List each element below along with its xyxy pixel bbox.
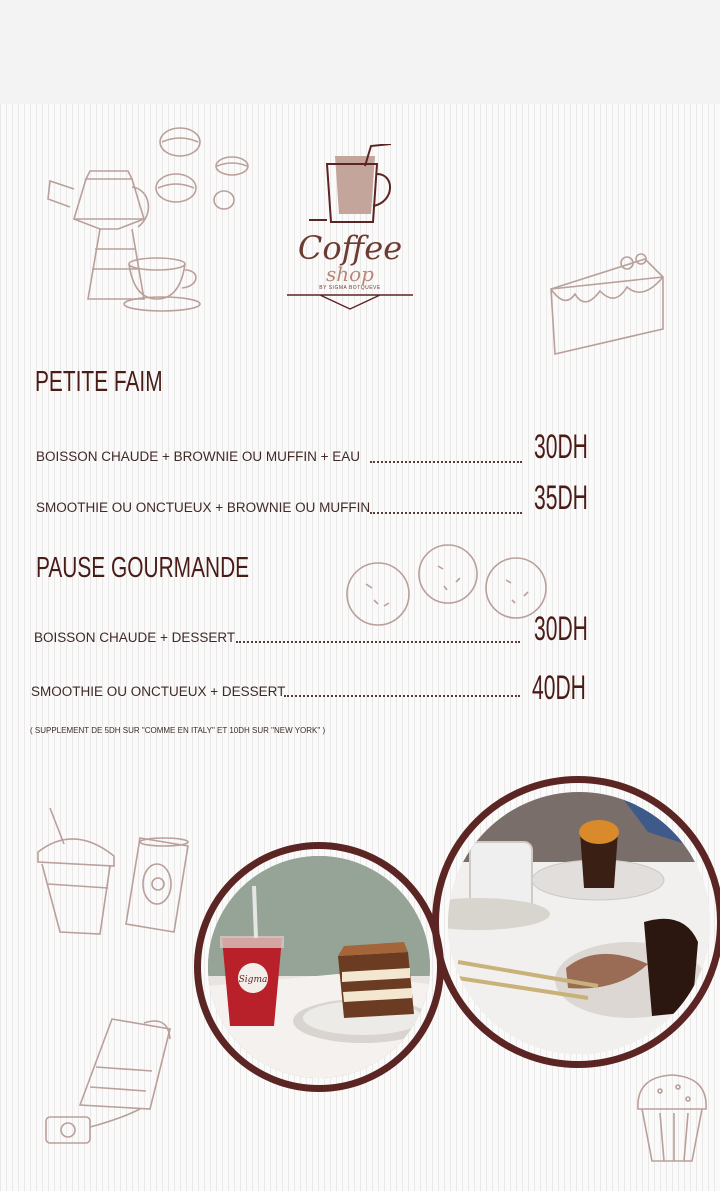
cookies-sketch-icon bbox=[344, 544, 554, 626]
dotted-leader bbox=[370, 461, 522, 463]
menu-item-price: 35DH bbox=[534, 479, 588, 517]
logo-tagline: BY SIGMA BOTQUEVE bbox=[319, 285, 381, 291]
lunchbox-sketch-icon bbox=[40, 1009, 180, 1149]
menu-item-price: 30DH bbox=[534, 610, 588, 648]
dotted-leader bbox=[236, 641, 520, 643]
menu-item-price: 30DH bbox=[534, 428, 588, 466]
photo-ring-right bbox=[432, 776, 720, 1068]
logo-subtitle: shop bbox=[326, 262, 374, 286]
menu-item-price: 40DH bbox=[532, 669, 586, 707]
menu-item-label: BOISSON CHAUDE + DESSERT bbox=[34, 630, 236, 645]
section-title-pause-gourmande: PAUSE GOURMANDE bbox=[36, 552, 250, 584]
menu-card bbox=[0, 104, 720, 1191]
cheesecake-sketch-icon bbox=[545, 249, 670, 359]
coffee-shop-logo bbox=[285, 144, 415, 316]
dotted-leader bbox=[370, 512, 522, 514]
section-title-petite-faim: PETITE FAIM bbox=[35, 366, 163, 398]
coffee-mug-logo-icon bbox=[305, 144, 395, 224]
supplement-note: ( SUPPLEMENT DE 5DH SUR "COMME EN ITALY" ET 10DH SUR "NEW YORK" ) bbox=[30, 726, 326, 735]
muffin-sketch-icon bbox=[632, 1069, 712, 1169]
iced-drink-sketch-icon bbox=[34, 804, 122, 939]
menu-item-label: BOISSON CHAUDE + BROWNIE OU MUFFIN + EAU bbox=[36, 449, 361, 464]
cup-brand-text: Sigma bbox=[238, 975, 268, 985]
status-bar-area bbox=[0, 0, 720, 104]
dotted-leader bbox=[284, 695, 520, 697]
can-sketch-icon bbox=[120, 832, 195, 937]
menu-item-label: SMOOTHIE OU ONCTUEUX + BROWNIE OU MUFFIN bbox=[36, 500, 371, 515]
photo-ring-left bbox=[194, 842, 444, 1092]
menu-item-label: SMOOTHIE OU ONCTUEUX + DESSERT bbox=[31, 684, 286, 699]
logo-title: Coffee bbox=[297, 229, 403, 267]
coffee-beans-sketch-icon bbox=[150, 124, 260, 219]
cup-sketch-icon bbox=[122, 254, 207, 314]
logo-ribbon-icon bbox=[285, 291, 415, 311]
